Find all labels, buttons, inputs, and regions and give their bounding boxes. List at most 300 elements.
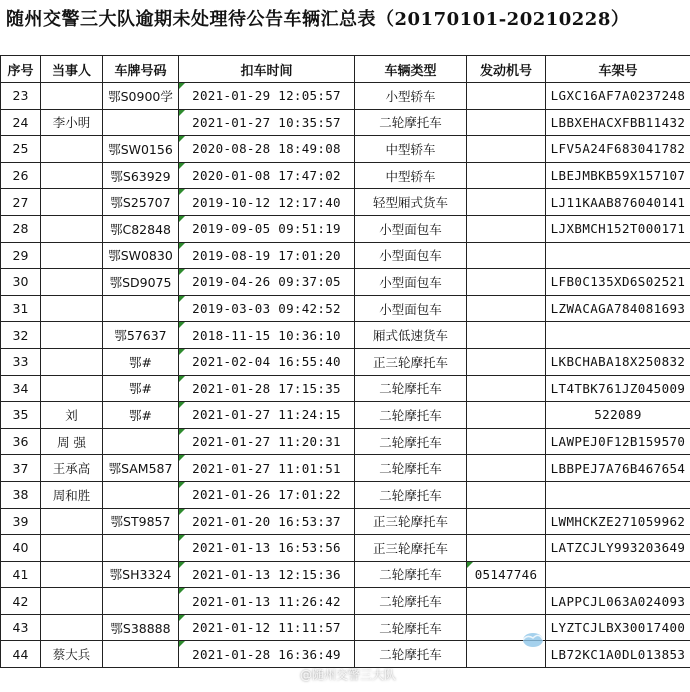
cell-marker-icon [179, 83, 185, 89]
cell-time [179, 535, 355, 562]
cell-type [355, 136, 467, 163]
cell-time [179, 295, 355, 322]
cell-vin-text: LBBPEJ7A76B467654 [550, 460, 686, 476]
table-row [1, 481, 690, 508]
table-row [1, 614, 690, 641]
cell-vin [546, 189, 690, 216]
cell-time [179, 242, 355, 269]
cell-no [1, 402, 41, 429]
cell-party [41, 535, 103, 562]
cell-plate-text: 鄂ST9857 [110, 514, 171, 530]
cell-no [1, 641, 41, 668]
cell-vin [546, 455, 690, 482]
cell-time [179, 215, 355, 242]
cell-marker-icon [179, 402, 185, 408]
cell-plate [103, 295, 179, 322]
cell-time [179, 375, 355, 402]
cell-type [355, 83, 467, 110]
cell-no-text: 36 [12, 434, 29, 450]
cell-party [41, 189, 103, 216]
cell-marker-icon [179, 562, 185, 568]
cell-no [1, 375, 41, 402]
cell-engine [467, 561, 546, 588]
cell-plate-text: 鄂# [129, 407, 152, 423]
cell-plate [103, 481, 179, 508]
cell-time-text: 2021-01-27 10:35:57 [192, 114, 341, 130]
col-header-time: 扣车时间 [179, 56, 355, 83]
cell-vin-text: LZWACAGA784081693 [550, 301, 686, 317]
cell-plate [103, 242, 179, 269]
cell-vin [546, 215, 690, 242]
table-row [1, 295, 690, 322]
cell-marker-icon [179, 296, 185, 302]
cell-type [355, 295, 467, 322]
cell-plate-text: 鄂SAM587 [108, 461, 173, 477]
cell-time-text: 2021-01-27 11:01:51 [192, 460, 341, 476]
cell-vin [546, 242, 690, 269]
cell-time [179, 508, 355, 535]
cell-marker-icon [179, 322, 185, 328]
cell-engine [467, 402, 546, 429]
cell-plate [103, 348, 179, 375]
cell-plate-text: 鄂SW0156 [108, 141, 173, 157]
cell-no-text: 23 [12, 88, 29, 104]
cell-party [41, 561, 103, 588]
cell-marker-icon [179, 136, 185, 142]
cell-marker-icon [179, 615, 185, 621]
cell-type-text: 小型轿车 [385, 88, 436, 104]
cell-no-text: 30 [12, 274, 29, 290]
cell-time-text: 2021-01-20 16:53:37 [192, 513, 341, 529]
cell-engine [467, 109, 546, 136]
cell-no-text: 29 [12, 247, 29, 263]
cell-type [355, 428, 467, 455]
cell-vin [546, 109, 690, 136]
cell-vin-text: LGXC16AF7A0237248 [550, 88, 686, 104]
cell-time [179, 162, 355, 189]
cell-plate [103, 109, 179, 136]
cell-plate-text: 鄂S25707 [110, 195, 171, 211]
cell-no [1, 508, 41, 535]
cell-engine [467, 481, 546, 508]
cell-vin-text: LFV5A24F683041782 [550, 141, 686, 157]
table-row [1, 402, 690, 429]
table-row [1, 508, 690, 535]
cell-type [355, 508, 467, 535]
cell-type-text: 轻型厢式货车 [372, 195, 448, 211]
cell-type [355, 561, 467, 588]
cell-time-text: 2021-01-13 12:15:36 [192, 566, 341, 582]
cell-time [179, 455, 355, 482]
cell-time-text: 2021-01-29 12:05:57 [192, 88, 341, 104]
cell-party [41, 508, 103, 535]
cell-time-text: 2019-04-26 09:37:05 [192, 274, 341, 290]
cell-plate [103, 402, 179, 429]
cell-vin-text: LJ11KAAB876040141 [550, 194, 686, 210]
cell-engine [467, 189, 546, 216]
cell-time [179, 402, 355, 429]
cell-plate [103, 614, 179, 641]
cell-type [355, 614, 467, 641]
cell-party [41, 641, 103, 668]
cell-time [179, 614, 355, 641]
cell-vin [546, 348, 690, 375]
table-row [1, 375, 690, 402]
cell-plate [103, 641, 179, 668]
table-row [1, 189, 690, 216]
col-header-plate: 车牌号码 [103, 56, 179, 83]
vehicle-table [0, 55, 690, 668]
cell-marker-icon [467, 562, 473, 568]
cell-time-text: 2020-08-28 18:49:08 [192, 141, 341, 157]
cell-engine [467, 269, 546, 296]
cell-plate-text: 鄂S0900学 [108, 88, 173, 104]
cell-marker-icon [179, 110, 185, 116]
cell-engine [467, 295, 546, 322]
col-header-no: 序号 [1, 56, 41, 83]
cell-plate-text: 鄂S63929 [110, 168, 171, 184]
cell-time-text: 2020-01-08 17:47:02 [192, 168, 341, 184]
cell-plate-text: 鄂57637 [114, 328, 167, 344]
cell-type-text: 二轮摩托车 [379, 461, 442, 477]
cell-no-text: 27 [12, 194, 29, 210]
cell-no [1, 295, 41, 322]
cell-no-text: 39 [12, 513, 29, 529]
cell-plate [103, 561, 179, 588]
cell-type-text: 二轮摩托车 [379, 115, 442, 131]
table-row [1, 215, 690, 242]
table-row [1, 561, 690, 588]
cell-engine [467, 322, 546, 349]
cell-vin [546, 481, 690, 508]
cell-no [1, 215, 41, 242]
cell-time-text: 2021-01-27 11:20:31 [192, 434, 341, 450]
cell-type [355, 269, 467, 296]
cell-no-text: 24 [12, 114, 29, 130]
cell-marker-icon [179, 163, 185, 169]
cell-time-text: 2019-10-12 12:17:40 [192, 194, 341, 210]
cell-no [1, 348, 41, 375]
cell-no-text: 35 [12, 407, 29, 423]
cell-time [179, 348, 355, 375]
cell-time [179, 481, 355, 508]
cell-engine [467, 348, 546, 375]
cell-vin-text: 522089 [594, 407, 642, 423]
cell-party [41, 322, 103, 349]
table-row [1, 242, 690, 269]
table-row [1, 269, 690, 296]
cell-party-text: 李小明 [52, 115, 91, 131]
cell-no-text: 32 [12, 327, 29, 343]
table-row [1, 348, 690, 375]
cell-time-text: 2021-01-28 16:36:49 [192, 646, 341, 662]
cell-vin [546, 561, 690, 588]
cell-no-text: 25 [12, 141, 29, 157]
cell-engine [467, 588, 546, 615]
cell-party-text: 周和胜 [52, 487, 91, 503]
col-header-party: 当事人 [41, 56, 103, 83]
cell-vin [546, 375, 690, 402]
cell-plate [103, 322, 179, 349]
col-header-engine: 发动机号 [467, 56, 546, 83]
cell-party [41, 295, 103, 322]
cell-type-text: 二轮摩托车 [379, 594, 442, 610]
cell-vin [546, 428, 690, 455]
cell-no [1, 588, 41, 615]
cell-party [41, 242, 103, 269]
cell-engine [467, 162, 546, 189]
table-row [1, 641, 690, 668]
cell-plate [103, 189, 179, 216]
cell-time-text: 2021-01-26 17:01:22 [192, 487, 341, 503]
cell-party [41, 428, 103, 455]
cell-no [1, 242, 41, 269]
cell-plate-text: 鄂C82848 [110, 221, 171, 237]
table-row [1, 588, 690, 615]
col-header-type: 车辆类型 [355, 56, 467, 83]
cell-type [355, 455, 467, 482]
cell-type [355, 109, 467, 136]
cell-no-text: 33 [12, 354, 29, 370]
cell-plate-text: 鄂# [129, 381, 152, 397]
cell-vin [546, 402, 690, 429]
cell-type-text: 中型轿车 [385, 141, 436, 157]
cell-marker-icon [179, 509, 185, 515]
cell-no-text: 42 [12, 593, 29, 609]
cell-type-text: 小型面包车 [379, 301, 442, 317]
cell-party [41, 402, 103, 429]
cell-vin-text: LT4TBK761JZ045009 [550, 380, 686, 396]
cell-engine [467, 614, 546, 641]
cell-type [355, 162, 467, 189]
cell-time-text: 2018-11-15 10:36:10 [192, 327, 341, 343]
cell-time [179, 269, 355, 296]
cell-marker-icon [179, 216, 185, 222]
cell-plate [103, 588, 179, 615]
cell-type-text: 正三轮摩托车 [372, 540, 448, 556]
cell-time [179, 561, 355, 588]
cell-time-text: 2021-01-27 11:24:15 [192, 407, 341, 423]
cell-marker-icon [179, 429, 185, 435]
cell-plate [103, 428, 179, 455]
cell-vin [546, 641, 690, 668]
cell-party-text: 蔡大兵 [52, 647, 91, 663]
cell-no-text: 31 [12, 301, 29, 317]
cell-plate [103, 83, 179, 110]
cell-engine [467, 535, 546, 562]
cell-party [41, 109, 103, 136]
cell-vin-text: LBEJMBKB59X157107 [550, 168, 686, 184]
cell-time [179, 189, 355, 216]
cell-type [355, 588, 467, 615]
cell-party [41, 588, 103, 615]
cell-no [1, 269, 41, 296]
cell-time [179, 83, 355, 110]
cell-no [1, 481, 41, 508]
table-row [1, 162, 690, 189]
cell-engine [467, 455, 546, 482]
cell-vin-text: LWMHCKZE271059962 [550, 513, 686, 529]
header-row [1, 56, 690, 83]
cell-time [179, 136, 355, 163]
cell-no [1, 83, 41, 110]
cell-engine [467, 215, 546, 242]
cell-plate [103, 269, 179, 296]
cell-time [179, 641, 355, 668]
col-header-vin: 车架号 [546, 56, 690, 83]
cell-type-text: 小型面包车 [379, 248, 442, 264]
cell-type [355, 215, 467, 242]
cell-vin-text: LYZTCJLBX30017400 [550, 620, 686, 636]
cell-engine [467, 508, 546, 535]
cell-marker-icon [179, 269, 185, 275]
cell-plate-text: 鄂S38888 [110, 620, 171, 636]
cell-type-text: 二轮摩托车 [379, 381, 442, 397]
cell-type-text: 二轮摩托车 [379, 434, 442, 450]
cell-time-text: 2021-01-13 16:53:56 [192, 540, 341, 556]
cell-no [1, 136, 41, 163]
cell-no-text: 28 [12, 221, 29, 237]
cell-time [179, 322, 355, 349]
cell-plate [103, 136, 179, 163]
cell-time-text: 2019-08-19 17:01:20 [192, 247, 341, 263]
cell-vin-text: LAPPCJL063A024093 [550, 593, 686, 609]
cell-type [355, 641, 467, 668]
cell-no [1, 109, 41, 136]
cell-no-text: 41 [12, 566, 29, 582]
cell-time [179, 588, 355, 615]
cell-plate [103, 535, 179, 562]
cell-plate [103, 375, 179, 402]
cell-plate-text: 鄂# [129, 354, 152, 370]
cell-marker-icon [179, 535, 185, 541]
cell-type [355, 481, 467, 508]
cell-marker-icon [179, 482, 185, 488]
cell-engine [467, 428, 546, 455]
cell-vin-text: LFB0C135XD6S02521 [550, 274, 686, 290]
cell-plate-text: 鄂SW0830 [108, 248, 173, 264]
cell-vin [546, 588, 690, 615]
cell-party [41, 162, 103, 189]
cell-engine-text: 05147746 [474, 566, 538, 582]
cell-no-text: 37 [12, 460, 29, 476]
cell-no [1, 189, 41, 216]
cell-marker-icon [179, 189, 185, 195]
cell-party [41, 375, 103, 402]
cell-type-text: 二轮摩托车 [379, 407, 442, 423]
table-row [1, 322, 690, 349]
cell-no-text: 38 [12, 487, 29, 503]
cell-plate [103, 455, 179, 482]
cell-type [355, 189, 467, 216]
cell-type [355, 535, 467, 562]
cell-time-text: 2019-09-05 09:51:19 [192, 221, 341, 237]
cell-party [41, 136, 103, 163]
cell-plate [103, 162, 179, 189]
cell-type [355, 242, 467, 269]
cell-vin-text: LKBCHABA18X250832 [550, 354, 686, 370]
cell-vin [546, 322, 690, 349]
cell-engine [467, 242, 546, 269]
cell-party [41, 215, 103, 242]
cell-type-text: 二轮摩托车 [379, 620, 442, 636]
cell-party [41, 83, 103, 110]
cell-engine [467, 83, 546, 110]
table-row [1, 83, 690, 110]
cell-type-text: 正三轮摩托车 [372, 514, 448, 530]
cell-party [41, 481, 103, 508]
cell-engine [467, 375, 546, 402]
cell-no [1, 535, 41, 562]
cell-time-text: 2021-01-28 17:15:35 [192, 380, 341, 396]
cell-vin [546, 614, 690, 641]
cell-no [1, 428, 41, 455]
cell-vin [546, 136, 690, 163]
cell-type [355, 348, 467, 375]
cell-type-text: 小型面包车 [379, 221, 442, 237]
cell-time [179, 109, 355, 136]
table-row [1, 109, 690, 136]
cell-vin [546, 269, 690, 296]
cell-vin [546, 83, 690, 110]
cell-marker-icon [179, 349, 185, 355]
cell-no [1, 561, 41, 588]
cell-no-text: 44 [12, 646, 29, 662]
cell-party-text: 周 强 [57, 434, 86, 450]
cell-plate [103, 508, 179, 535]
cell-time [179, 428, 355, 455]
table-row [1, 535, 690, 562]
cell-vin-text: LAWPEJ0F12B159570 [550, 434, 686, 450]
cell-plate-text: 鄂SD9075 [109, 274, 172, 290]
cell-type [355, 375, 467, 402]
cell-marker-icon [179, 641, 185, 647]
cell-party [41, 348, 103, 375]
cell-type [355, 322, 467, 349]
cell-party [41, 614, 103, 641]
cell-vin [546, 295, 690, 322]
cell-time-text: 2021-01-13 11:26:42 [192, 593, 341, 609]
cell-marker-icon [179, 588, 185, 594]
cell-no [1, 614, 41, 641]
cell-no-text: 40 [12, 540, 29, 556]
cell-time-text: 2021-01-12 11:11:57 [192, 620, 341, 636]
cell-party [41, 269, 103, 296]
cell-type-text: 二轮摩托车 [379, 647, 442, 663]
cell-vin-text: LJXBMCH152T000171 [550, 221, 686, 237]
cell-no-text: 34 [12, 380, 29, 396]
cell-no [1, 162, 41, 189]
table-row [1, 455, 690, 482]
cell-vin-text: LATZCJLY993203649 [550, 540, 686, 556]
cell-party-text: 王承高 [52, 461, 91, 477]
cell-type-text: 中型轿车 [385, 168, 436, 184]
cell-no-text: 26 [12, 168, 29, 184]
cell-plate [103, 215, 179, 242]
table-row [1, 428, 690, 455]
table-title: 随州交警三大队逾期未处理待公告车辆汇总表（20170101-20210228） [6, 9, 630, 30]
cell-time-text: 2021-02-04 16:55:40 [192, 354, 341, 370]
cell-time-text: 2019-03-03 09:42:52 [192, 301, 341, 317]
watermark-text: @随州交警三大队 [300, 668, 397, 682]
cell-marker-icon [179, 376, 185, 382]
cell-engine [467, 136, 546, 163]
cell-type [355, 402, 467, 429]
cell-vin-text: LBBXEHACXFBB11432 [550, 114, 686, 130]
cell-type-text: 小型面包车 [379, 274, 442, 290]
cell-type-text: 二轮摩托车 [379, 567, 442, 583]
cell-type-text: 正三轮摩托车 [372, 354, 448, 370]
